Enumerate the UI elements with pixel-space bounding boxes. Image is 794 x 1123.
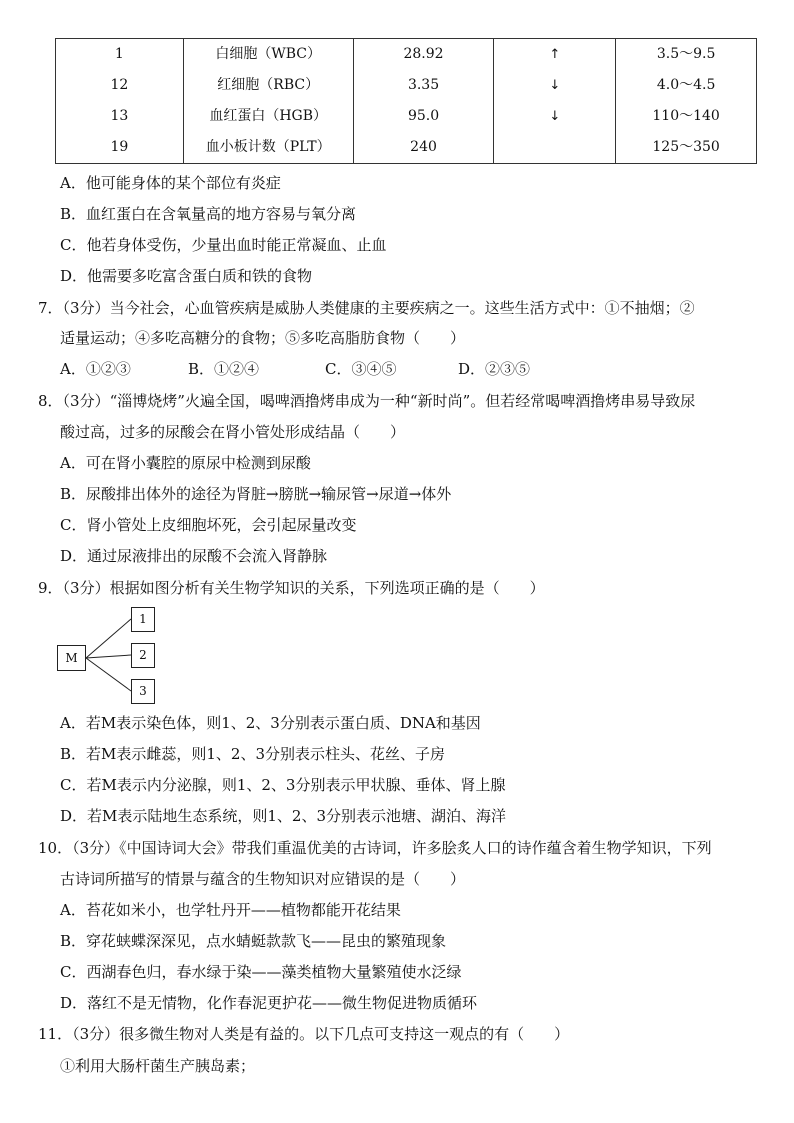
down-arrow-icon: ↓ xyxy=(494,101,616,132)
q8-stem-cont: 酸过高，过多的尿酸会在肾小管处形成结晶（ ） xyxy=(60,423,406,441)
q7-stem-cont: 适量运动；④多吃高糖分的食物；⑤多吃高脂肪食物（ ） xyxy=(60,329,466,347)
q10-option-b: B．穿花蛱蝶深深见，点水蜻蜓款款飞——昆虫的繁殖现象 xyxy=(60,932,447,950)
reference-range: 125～350 xyxy=(616,132,757,164)
diagram-node-2: 2 xyxy=(131,643,155,668)
row-number: 13 xyxy=(56,101,184,132)
row-number: 19 xyxy=(56,132,184,164)
reference-range: 3.5～9.5 xyxy=(616,39,757,71)
q8-option-c: C．肾小管处上皮细胞坏死，会引起尿量改变 xyxy=(60,516,357,534)
q11-item-1: ①利用大肠杆菌生产胰岛素； xyxy=(60,1057,256,1075)
q10-option-c: C．西湖春色归，春水绿于染——藻类植物大量繁殖使水泛绿 xyxy=(60,963,462,981)
reference-range: 4.0～4.5 xyxy=(616,70,757,101)
table-row xyxy=(56,101,757,132)
q6-option-c: C．他若身体受伤，少量出血时能正常凝血、止血 xyxy=(60,236,387,254)
q6-option-a: A．他可能身体的某个部位有炎症 xyxy=(60,174,281,192)
diagram-node-3: 3 xyxy=(131,679,155,704)
q9-stem: 9．（3分）根据如图分析有关生物学知识的关系，下列选项正确的是（ ） xyxy=(38,579,545,597)
table-row xyxy=(56,39,757,71)
q10-stem-cont: 古诗词所描写的情景与蕴含的生物知识对应错误的是（ ） xyxy=(60,870,466,888)
q10-option-a: A．苔花如米小，也学牡丹开——植物都能开花结果 xyxy=(60,901,401,919)
q9-option-a: A．若M表示染色体，则1、2、3分别表示蛋白质、DNA和基因 xyxy=(60,714,481,732)
q8-option-a: A．可在肾小囊腔的原尿中检测到尿酸 xyxy=(60,454,311,472)
test-value: 240 xyxy=(353,132,494,164)
test-item: 血小板计数（PLT） xyxy=(183,132,353,164)
q9-tree-diagram xyxy=(55,605,165,707)
q6-option-b: B．血红蛋白在含氧量高的地方容易与氧分离 xyxy=(60,205,357,223)
q8-stem: 8．（3分）“淄博烧烤”火遍全国，喝啤酒撸烤串成为一种“新时尚”。但若经常喝啤酒撸烤串易导致尿 xyxy=(38,392,696,410)
up-arrow-icon: ↑ xyxy=(494,39,616,71)
table-row xyxy=(56,70,757,101)
q10-option-d: D．落红不是无情物，化作春泥更护花——微生物促进物质循环 xyxy=(60,994,478,1012)
q7-choice-b: B．①②④ xyxy=(188,360,260,378)
test-item: 血红蛋白（HGB） xyxy=(183,101,353,132)
q9-option-d: D．若M表示陆地生态系统，则1、2、3分别表示池塘、湖泊、海洋 xyxy=(60,807,507,825)
table-row xyxy=(56,132,757,164)
test-value: 3.35 xyxy=(353,70,494,101)
q11-stem: 11．（3分）很多微生物对人类是有益的。以下几点可支持这一观点的有（ ） xyxy=(38,1025,570,1043)
test-value: 95.0 xyxy=(353,101,494,132)
q9-option-c: C．若M表示内分泌腺，则1、2、3分别表示甲状腺、垂体、肾上腺 xyxy=(60,776,506,794)
q10-stem: 10．（3分）《中国诗词大会》带我们重温优美的古诗词，许多脍炙人口的诗作蕴含着生物学知识，下列 xyxy=(38,839,712,857)
reference-range: 110～140 xyxy=(616,101,757,132)
q9-option-b: B．若M表示雌蕊，则1、2、3分别表示柱头、花丝、子房 xyxy=(60,745,446,763)
q7-choice-a: A．①②③ xyxy=(60,360,131,378)
trend-flag xyxy=(494,132,616,164)
test-item: 红细胞（RBC） xyxy=(183,70,353,101)
q7-stem: 7．（3分）当今社会，心血管疾病是威胁人类健康的主要疾病之一。这些生活方式中：①不抽烟；② xyxy=(38,299,695,317)
q8-option-b: B．尿酸排出体外的途径为肾脏→膀胱→输尿管→尿道→体外 xyxy=(60,485,452,503)
blood-test-table xyxy=(55,38,757,164)
row-number: 12 xyxy=(56,70,184,101)
diagram-node-m: M xyxy=(57,645,86,671)
q7-choice-c: C．③④⑤ xyxy=(325,360,397,378)
q7-choice-d: D．②③⑤ xyxy=(458,360,531,378)
q7-choices xyxy=(60,359,620,379)
test-item: 白细胞（WBC） xyxy=(183,39,353,71)
test-value: 28.92 xyxy=(353,39,494,71)
row-number: 1 xyxy=(56,39,184,71)
q8-option-d: D．通过尿液排出的尿酸不会流入肾静脉 xyxy=(60,547,328,565)
down-arrow-icon: ↓ xyxy=(494,70,616,101)
diagram-node-1: 1 xyxy=(131,607,155,632)
q6-option-d: D．他需要多吃富含蛋白质和铁的食物 xyxy=(60,267,313,285)
